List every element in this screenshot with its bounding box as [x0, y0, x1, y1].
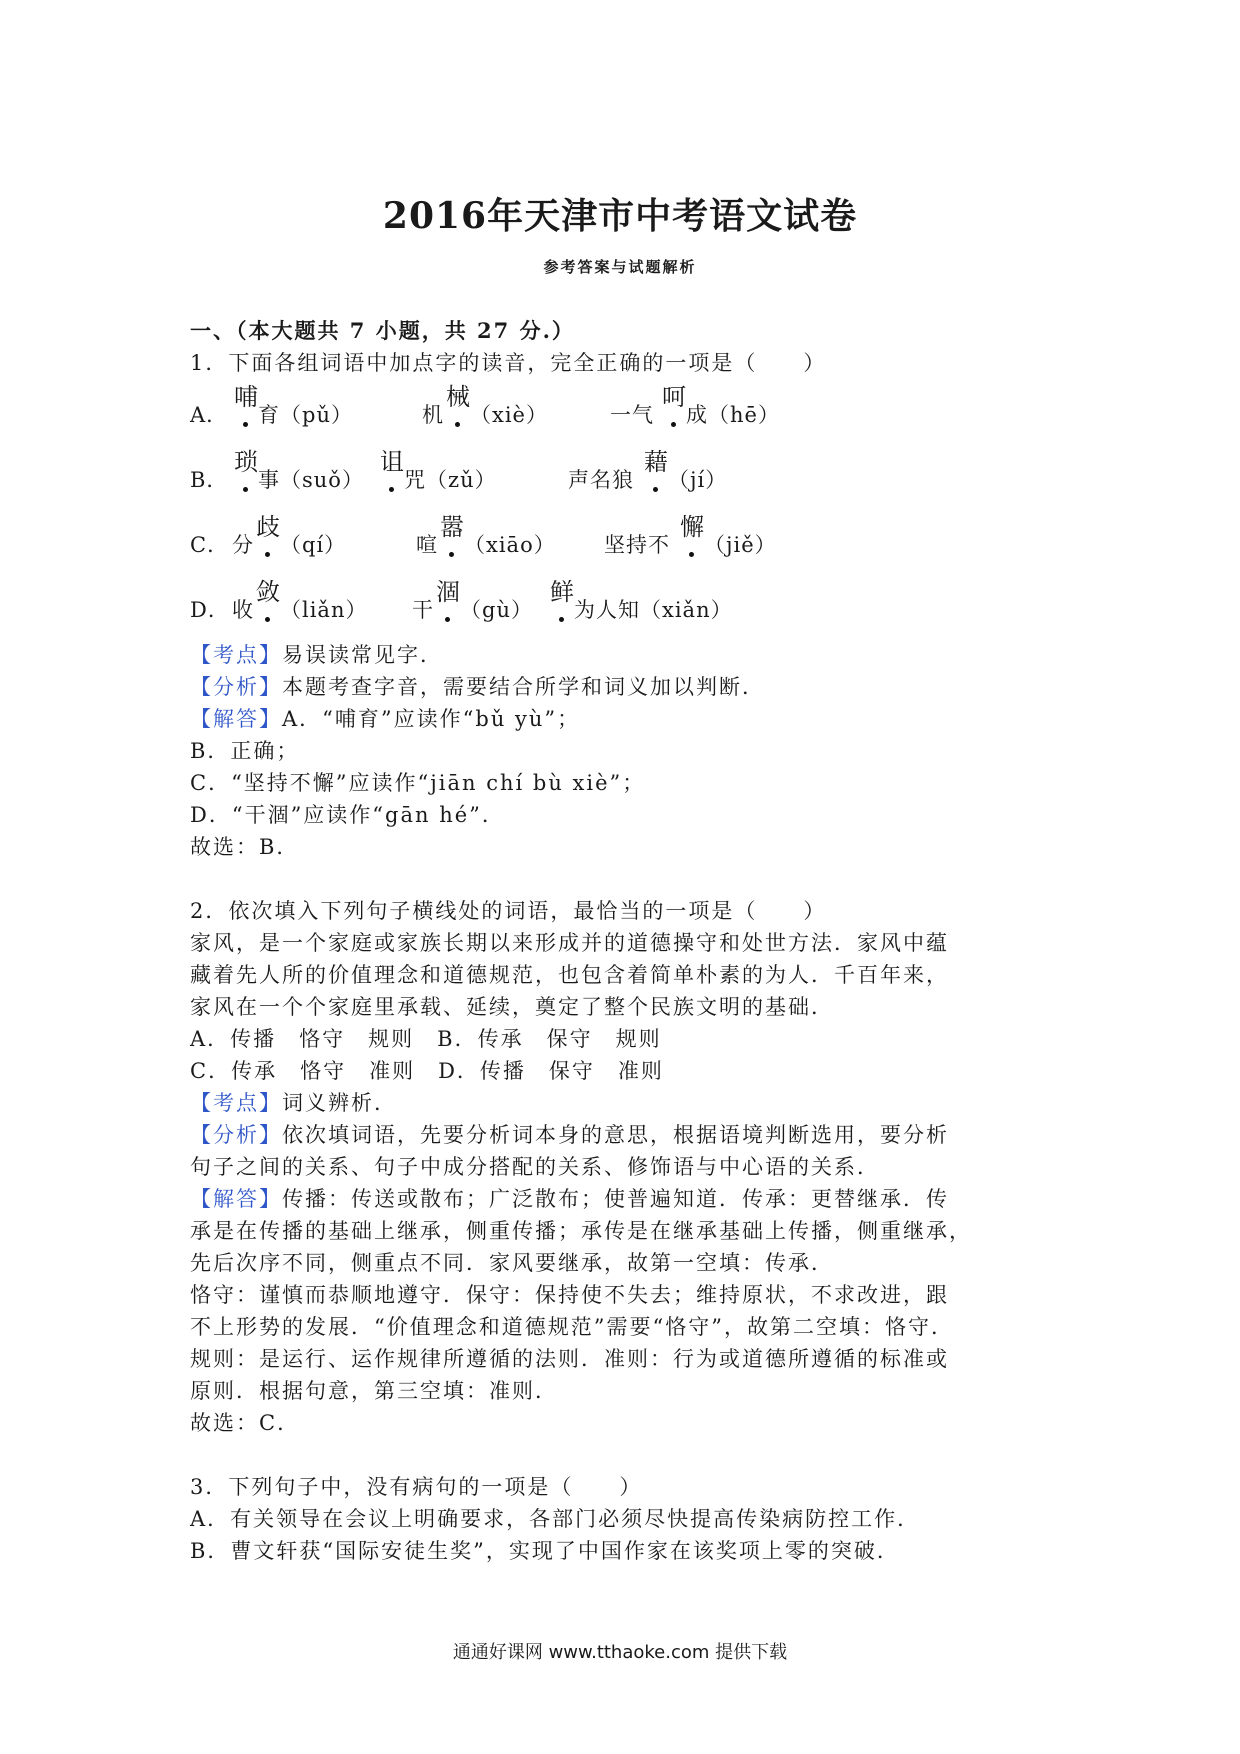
dotted-char: 嚣 — [440, 513, 464, 541]
dotted-char: 诅 — [380, 448, 404, 476]
jieda-tag: 【解答】 — [190, 707, 282, 731]
q2-jieda-line: 不上形势的发展．“价值理念和道德规范”需要“恪守”，故第二空填：恪守． — [190, 1315, 954, 1339]
q2-jieda-line: 原则．根据句意，第三空填：准则． — [190, 1379, 558, 1403]
q2-passage-line: 藏着先人所的价值理念和道德规范，也包含着简单朴素的为人．千百年来， — [190, 963, 949, 987]
jieda-text: 传播：传送或散布；广泛散布；使普遍知道．传承：更替继承．传 — [282, 1187, 949, 1211]
option-text: （liǎn） — [280, 598, 368, 622]
option-label: D． — [190, 598, 230, 622]
option-text: （xiè） — [470, 403, 548, 427]
emphasis-dot — [243, 487, 248, 492]
emphasis-dot — [689, 552, 694, 557]
q3-option-b: B．曹文轩获“国际安徒生奖”，实现了中国作家在该奖项上零的突破． — [190, 1539, 900, 1563]
emphasis-dot — [389, 487, 394, 492]
q2-jieda-line: 规则：是运行、运作规律所遵循的法则．准则：行为或道德所遵循的标准或 — [190, 1347, 949, 1371]
option-text: （jiě） — [704, 533, 777, 557]
emphasis-dot — [671, 422, 676, 427]
jieda-tag: 【解答】 — [190, 1187, 282, 1211]
dotted-char: 涸 — [436, 578, 460, 606]
q1-jieda — [190, 704, 580, 734]
q1-kaodian — [190, 640, 443, 670]
q3-option-a: A．有关领导在会议上明确要求，各部门必须尽快提高传染病防控工作． — [190, 1507, 921, 1531]
dotted-char: 哺 — [234, 383, 258, 411]
q1-stem: 1．下面各组词语中加点字的读音，完全正确的一项是（ ） — [190, 351, 827, 375]
fenxi-tag: 【分析】 — [190, 675, 282, 699]
dotted-char: 敛 — [256, 578, 280, 606]
q1-option-a — [190, 380, 1090, 444]
option-text: 分 — [232, 533, 254, 557]
kaodian-tag: 【考点】 — [190, 643, 282, 667]
dotted-char: 歧 — [256, 513, 280, 541]
q3-stem: 3．下列句子中，没有病句的一项是（ ） — [190, 1475, 643, 1499]
q1-option-d — [190, 575, 1090, 639]
dotted-char: 懈 — [680, 513, 704, 541]
dotted-char: 械 — [446, 383, 470, 411]
q2-answer: 故选：C． — [190, 1411, 301, 1435]
option-text: 咒（zǔ） — [404, 468, 497, 492]
q2-passage-line: 家风，是一个家庭或家族长期以来形成并的道德操守和处世方法．家风中蕴 — [190, 931, 949, 955]
footer-credit: 通通好课网 www.tthaoke.com 提供下载 — [452, 1642, 788, 1663]
option-label: B． — [190, 468, 229, 492]
q1-option-b — [190, 445, 1090, 509]
page-subtitle: 参考答案与试题解析 — [543, 258, 697, 276]
option-text: 坚持不 — [604, 533, 670, 557]
emphasis-dot — [243, 422, 248, 427]
option-text: （qí） — [280, 533, 347, 557]
option-label: C． — [190, 533, 230, 557]
emphasis-dot — [559, 617, 564, 622]
option-text: 一气 — [610, 403, 654, 427]
dotted-char: 鲜 — [550, 578, 574, 606]
option-text: 成（hē） — [686, 403, 780, 427]
q2-jieda-line: 先后次序不同，侧重点不同．家风要继承，故第一空填：传承． — [190, 1251, 834, 1275]
option-label: A． — [190, 403, 229, 427]
q2-options-row: A．传播 恪守 规则 B．传承 保守 规则 — [190, 1027, 662, 1051]
jieda-text: A．“哺育”应读作“bǔ yù”； — [282, 707, 581, 731]
dotted-char: 琐 — [234, 448, 258, 476]
kaodian-tag: 【考点】 — [190, 1091, 282, 1115]
q2-stem: 2．依次填入下列句子横线处的词语，最恰当的一项是（ ） — [190, 899, 827, 923]
option-text: （gù） — [460, 598, 533, 622]
q2-fenxi-line: 句子之间的关系、句子中成分搭配的关系、修饰语与中心语的关系． — [190, 1155, 880, 1179]
emphasis-dot — [265, 617, 270, 622]
dotted-char: 藉 — [644, 448, 668, 476]
emphasis-dot — [449, 552, 454, 557]
q1-answer: 故选：B． — [190, 835, 300, 859]
emphasis-dot — [455, 422, 460, 427]
option-text: 收 — [232, 598, 254, 622]
option-text: 喧 — [416, 533, 438, 557]
option-text: 为人知（xiǎn） — [574, 598, 733, 622]
option-text: （jí） — [668, 468, 728, 492]
kaodian-text: 词义辨析． — [282, 1091, 397, 1115]
fenxi-text: 依次填词语，先要分析词本身的意思，根据语境判断选用，要分析 — [282, 1123, 949, 1147]
kaodian-text: 易误读常见字． — [282, 643, 443, 667]
q2-options-row: C．传承 恪守 准则 D．传播 保守 准则 — [190, 1059, 664, 1083]
fenxi-tag: 【分析】 — [190, 1123, 282, 1147]
q2-jieda-line: 恪守：谨慎而恭顺地遵守．保守：保持使不失去；维持原状，不求改进，跟 — [190, 1283, 949, 1307]
option-text: 机 — [422, 403, 444, 427]
option-text: 事（suǒ） — [258, 468, 364, 492]
q1-jieda-line: B．正确； — [190, 739, 300, 763]
option-text: 声名狼 — [568, 468, 634, 492]
emphasis-dot — [265, 552, 270, 557]
option-text: 干 — [412, 598, 434, 622]
option-text: （xiāo） — [464, 533, 556, 557]
q2-passage-line: 家风在一个个家庭里承载、延续，奠定了整个民族文明的基础． — [190, 995, 834, 1019]
section-heading: 一、（本大题共 7 小题，共 27 分.） — [190, 318, 575, 343]
q2-fenxi — [190, 1120, 949, 1150]
q1-jieda-line: C．“坚持不懈”应读作“jiān chí bù xiè”； — [190, 771, 646, 795]
emphasis-dot — [445, 617, 450, 622]
dotted-char: 呵 — [662, 383, 686, 411]
fenxi-text: 本题考查字音，需要结合所学和词义加以判断． — [282, 675, 765, 699]
q2-jieda — [190, 1184, 949, 1214]
option-text: 育（pǔ） — [258, 403, 353, 427]
emphasis-dot — [653, 487, 658, 492]
q2-jieda-line: 承是在传播的基础上继承，侧重传播；承传是在继承基础上传播，侧重继承， — [190, 1219, 972, 1243]
q2-kaodian — [190, 1088, 397, 1118]
q1-fenxi — [190, 672, 765, 702]
page-title: 2016年天津市中考语文试卷 — [382, 195, 858, 237]
q1-option-c — [190, 510, 1090, 574]
q1-jieda-line: D．“干涸”应读作“gān hé”． — [190, 803, 505, 827]
